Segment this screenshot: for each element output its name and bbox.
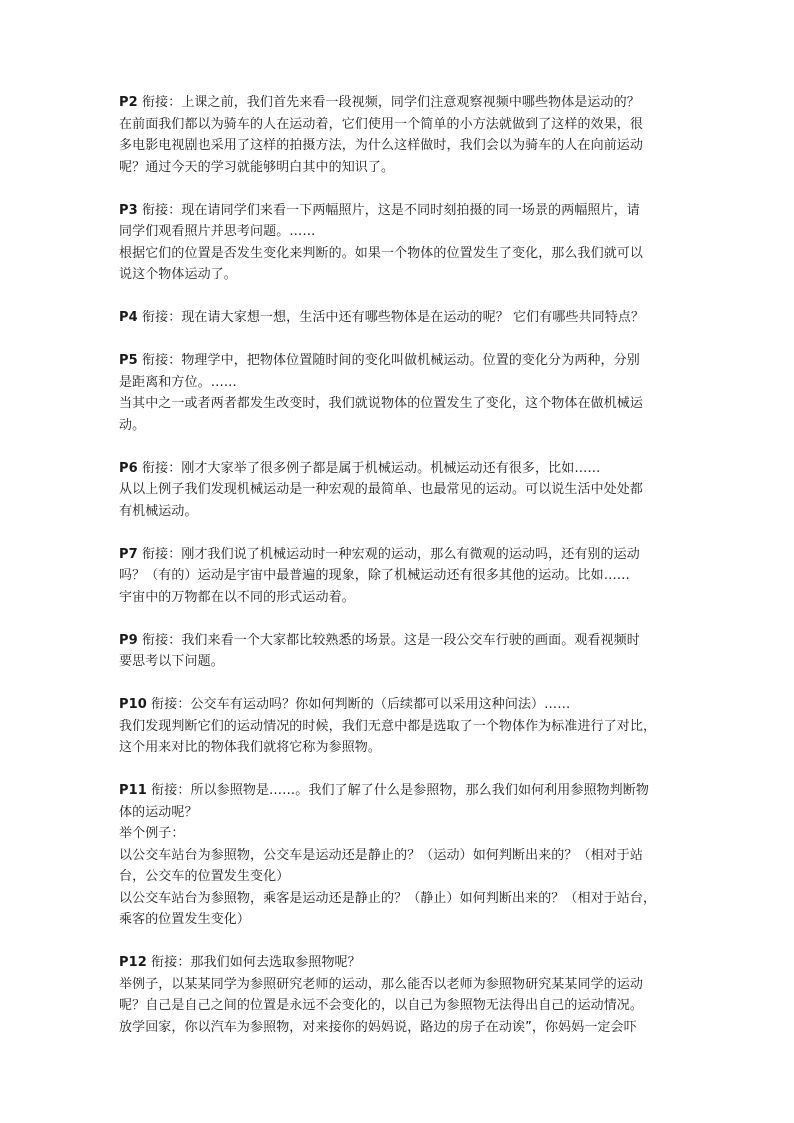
text-line <box>119 888 689 910</box>
text-line <box>119 866 689 888</box>
text-line <box>119 845 689 867</box>
slide-label: P11 <box>119 783 147 798</box>
line-text: 动。 <box>119 417 146 433</box>
line-text: 呢？自己是自己之间的位置是永远不会变化的，以自己为参照物无法得出自己的运动情况。 <box>119 998 644 1013</box>
line-text: 衔接：物理学中，把物体位置随时间的变化叫做机械运动。位置的变化分为两种，分别 <box>142 353 640 368</box>
line-text: 台，公交车的位置发生变化） <box>119 869 290 884</box>
document-page <box>119 92 689 1060</box>
line-text: 衔接：所以参照物是……。我们了解了什么是参照物，那么我们如何利用参照物判断物 <box>151 783 649 798</box>
text-line <box>119 135 689 157</box>
line-text: 要思考以下问题。 <box>119 654 224 669</box>
text-line <box>119 952 689 974</box>
text-line <box>119 200 689 222</box>
line-text: 是距离和方位。…… <box>119 374 237 390</box>
text-line <box>119 780 689 802</box>
text-line <box>119 630 689 652</box>
line-text: 衔接：现在请大家想一想，生活中还有哪些物体是在运动的呢？ 它们有哪些共同特点？ <box>142 310 645 325</box>
line-text: 衔接：我们来看一个大家都比较熟悉的场景。这是一段公交车行驶的画面。观看视频时 <box>142 632 640 648</box>
text-line <box>119 372 689 394</box>
text-line <box>119 264 689 286</box>
line-text: 根据它们的位置是否发生变化来判断的。如果一个物体的位置发生了变化，那么我们就可以 <box>119 245 644 261</box>
text-line <box>119 92 689 114</box>
text-line <box>119 909 689 931</box>
line-text: 我们发现判断它们的运动情况的时候，我们无意中都是选取了一个物体作为标准进行了对比， <box>119 718 657 734</box>
slide-label: P9 <box>119 632 138 648</box>
text-line <box>119 1017 689 1039</box>
text-line <box>119 458 689 480</box>
text-line <box>119 995 689 1017</box>
paragraph-section <box>119 952 689 1038</box>
slide-label: P10 <box>119 697 147 712</box>
text-line <box>119 974 689 996</box>
paragraph-section <box>119 694 689 759</box>
text-line <box>119 350 689 372</box>
line-text: 乘客的位置发生变化） <box>119 912 251 927</box>
text-line <box>119 694 689 716</box>
line-text: 宇宙中的万物都在以不同的形式运动着。 <box>119 589 355 605</box>
text-line <box>119 393 689 415</box>
text-line <box>119 544 689 566</box>
text-line <box>119 737 689 759</box>
line-text: 衔接：刚才大家举了很多例子都是属于机械运动。机械运动还有很多，比如…… <box>142 460 601 476</box>
text-line <box>119 157 689 179</box>
paragraph-section <box>119 200 689 286</box>
line-text: 同学们观看照片并思考问题。…… <box>119 224 316 239</box>
line-text: 这个用来对比的物体我们就将它称为参照物。 <box>119 740 382 755</box>
text-line <box>119 716 689 738</box>
text-line <box>119 479 689 501</box>
text-line <box>119 221 689 243</box>
slide-label: P4 <box>119 310 138 325</box>
line-text: 衔接：刚才我们说了机械运动时一种宏观的运动，那么有微观的运动吗，还有别的运动 <box>142 546 640 562</box>
line-text: 举例子，以某某同学为参照研究老师的运动，那么能否以老师为参照物研究某某同学的运动 <box>119 976 644 992</box>
line-text: 说这个物体运动了。 <box>119 267 237 282</box>
line-text: 衔接：那我们如何去选取参照物呢？ <box>151 955 361 970</box>
line-text: 衔接：公交车有运动吗？你如何判断的（后续都可以采用这种问法）…… <box>151 697 571 712</box>
paragraph-section <box>119 307 689 329</box>
paragraph-section <box>119 544 689 609</box>
text-line <box>119 415 689 437</box>
paragraph-section <box>119 458 689 523</box>
line-text: 放学回家，你以汽车为参照物，对来接你的妈妈说，路边的房子在动诶”，你妈妈一定会吓 <box>119 1019 637 1035</box>
line-text: 举个例子： <box>119 826 185 841</box>
line-text: 当其中之一或者两者都发生改变时，我们就说物体的位置发生了变化，这个物体在做机械运 <box>119 396 644 411</box>
line-text: 吗？（有的）运动是宇宙中最普遍的现象，除了机械运动还有很多其他的运动。比如…… <box>119 568 630 583</box>
slide-label: P7 <box>119 546 138 562</box>
line-text: 衔接：现在请同学们来看一下两幅照片，这是不同时刻拍摄的同一场景的两幅照片，请 <box>142 202 640 218</box>
line-text: 呢？通过今天的学习就能够明白其中的知识了。 <box>119 159 395 175</box>
line-text: 以公交车站台为参照物，乘客是运动还是静止的？（静止）如何判断出来的？（相对于站台， <box>119 890 657 906</box>
slide-label: P2 <box>119 95 138 110</box>
text-line <box>119 587 689 609</box>
text-line <box>119 651 689 673</box>
line-text: 衔接：上课之前，我们首先来看一段视频，同学们注意观察视频中哪些物体是运动的？ <box>142 95 640 110</box>
paragraph-section <box>119 780 689 931</box>
paragraph-section <box>119 92 689 178</box>
line-text: 在前面我们都以为骑车的人在运动着，它们使用一个简单的小方法就做到了这样的效果，很 <box>119 116 644 132</box>
slide-label: P12 <box>119 955 147 970</box>
paragraph-section <box>119 630 689 673</box>
text-line <box>119 243 689 265</box>
line-text: 有机械运动。 <box>119 503 198 519</box>
slide-label: P6 <box>119 460 138 476</box>
text-line <box>119 802 689 824</box>
line-text: 以公交车站台为参照物，公交车是运动还是静止的？（运动）如何判断出来的？（相对于站 <box>119 847 644 863</box>
text-line <box>119 501 689 523</box>
text-line <box>119 565 689 587</box>
text-line <box>119 114 689 136</box>
text-line <box>119 307 689 329</box>
text-line <box>119 823 689 845</box>
slide-label: P3 <box>119 202 138 218</box>
line-text: 多电影电视剧也采用了这样的拍摄方法，为什么这样做时，我们会以为骑车的人在向前运动 <box>119 138 644 153</box>
slide-label: P5 <box>119 353 138 368</box>
paragraph-section <box>119 350 689 436</box>
line-text: 体的运动呢？ <box>119 804 198 820</box>
line-text: 从以上例子我们发现机械运动是一种宏观的最简单、也最常见的运动。可以说生活中处处都 <box>119 482 644 497</box>
